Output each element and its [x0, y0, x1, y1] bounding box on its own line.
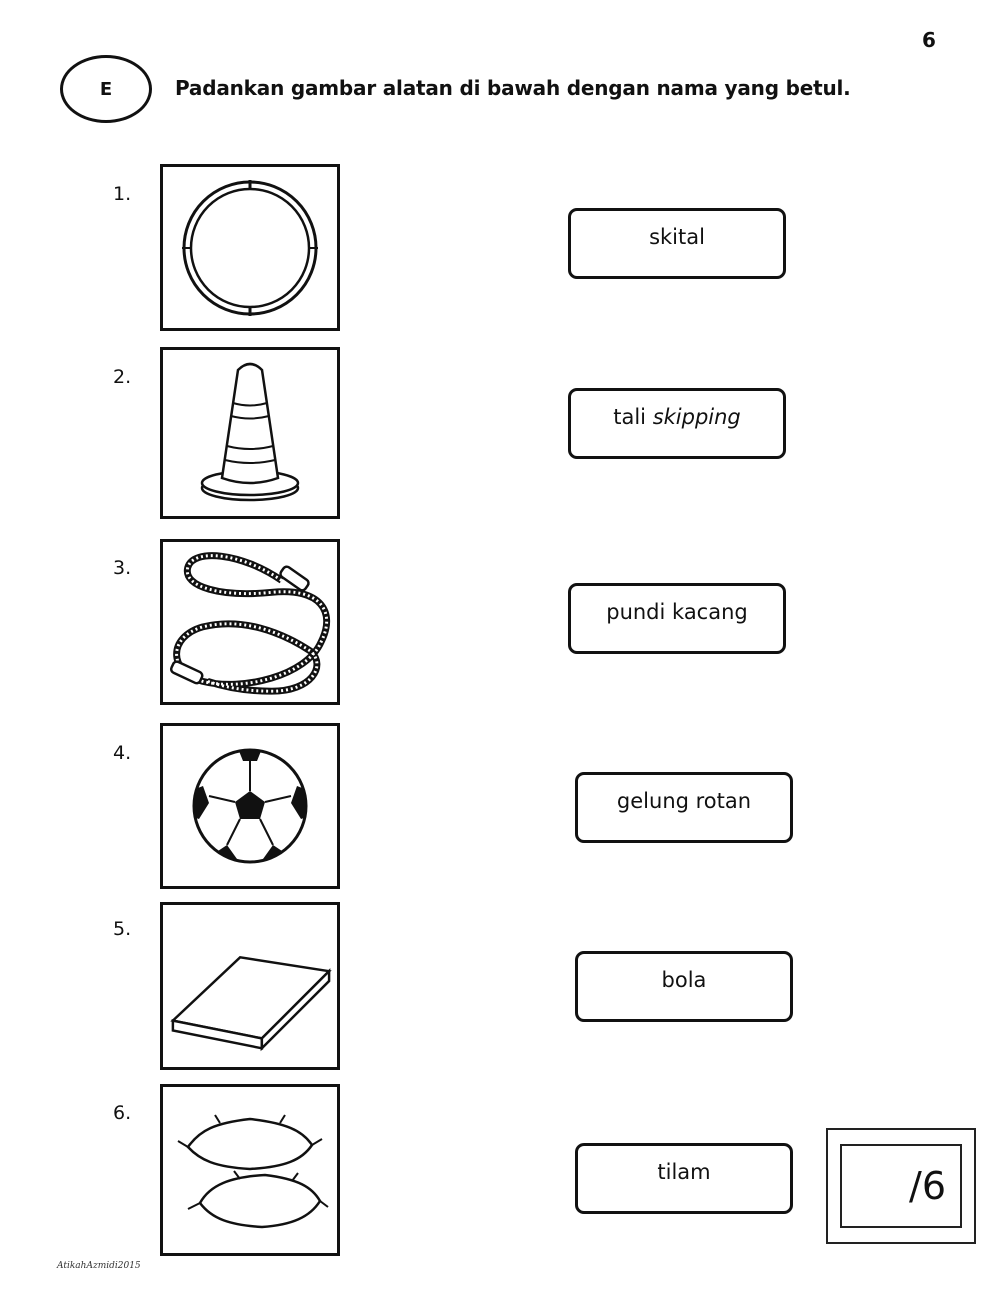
item-number-4: 4.: [113, 742, 132, 764]
picture-box-1[interactable]: [160, 164, 340, 331]
label-text: pundi kacang: [606, 600, 748, 624]
skipping-rope-icon: [163, 542, 337, 702]
footer-credit: AtikahAzmidi2015: [57, 1261, 141, 1271]
soccer-ball-icon: [185, 741, 315, 871]
label-text-italic: skipping: [652, 405, 741, 429]
item-number-6: 6.: [113, 1102, 132, 1124]
cone-icon: [190, 358, 310, 508]
section-letter-badge: [60, 55, 152, 123]
label-option-6[interactable]: [575, 1143, 793, 1214]
item-number-1: 1.: [113, 183, 132, 205]
label-text: skital: [649, 225, 705, 249]
label-option-4[interactable]: [575, 772, 793, 843]
item-number-5: 5.: [113, 918, 132, 940]
label-text: gelung rotan: [616, 789, 752, 813]
score-box: [840, 1144, 962, 1228]
picture-box-2[interactable]: [160, 347, 340, 519]
picture-box-3[interactable]: [160, 539, 340, 705]
label-option-2[interactable]: [568, 388, 786, 459]
label-option-5[interactable]: [575, 951, 793, 1022]
section-letter: E: [99, 78, 113, 100]
hoop-icon: [175, 173, 325, 323]
score-text: /6: [909, 1164, 946, 1208]
item-number-2: 2.: [113, 366, 132, 388]
bean-bags-icon: [170, 1095, 330, 1245]
label-option-1[interactable]: [568, 208, 786, 279]
instruction-text: Padankan gambar alatan di bawah dengan nama yang betul.: [175, 76, 851, 100]
page-number: 6: [922, 28, 936, 52]
picture-box-4[interactable]: [160, 723, 340, 889]
picture-box-5[interactable]: [160, 902, 340, 1070]
label-text: bola: [661, 968, 707, 992]
mat-icon: [163, 911, 337, 1061]
item-number-3: 3.: [113, 557, 132, 579]
picture-box-6[interactable]: [160, 1084, 340, 1256]
label-text: tali: [613, 405, 653, 429]
label-option-3[interactable]: [568, 583, 786, 654]
label-text: tilam: [657, 1160, 711, 1184]
